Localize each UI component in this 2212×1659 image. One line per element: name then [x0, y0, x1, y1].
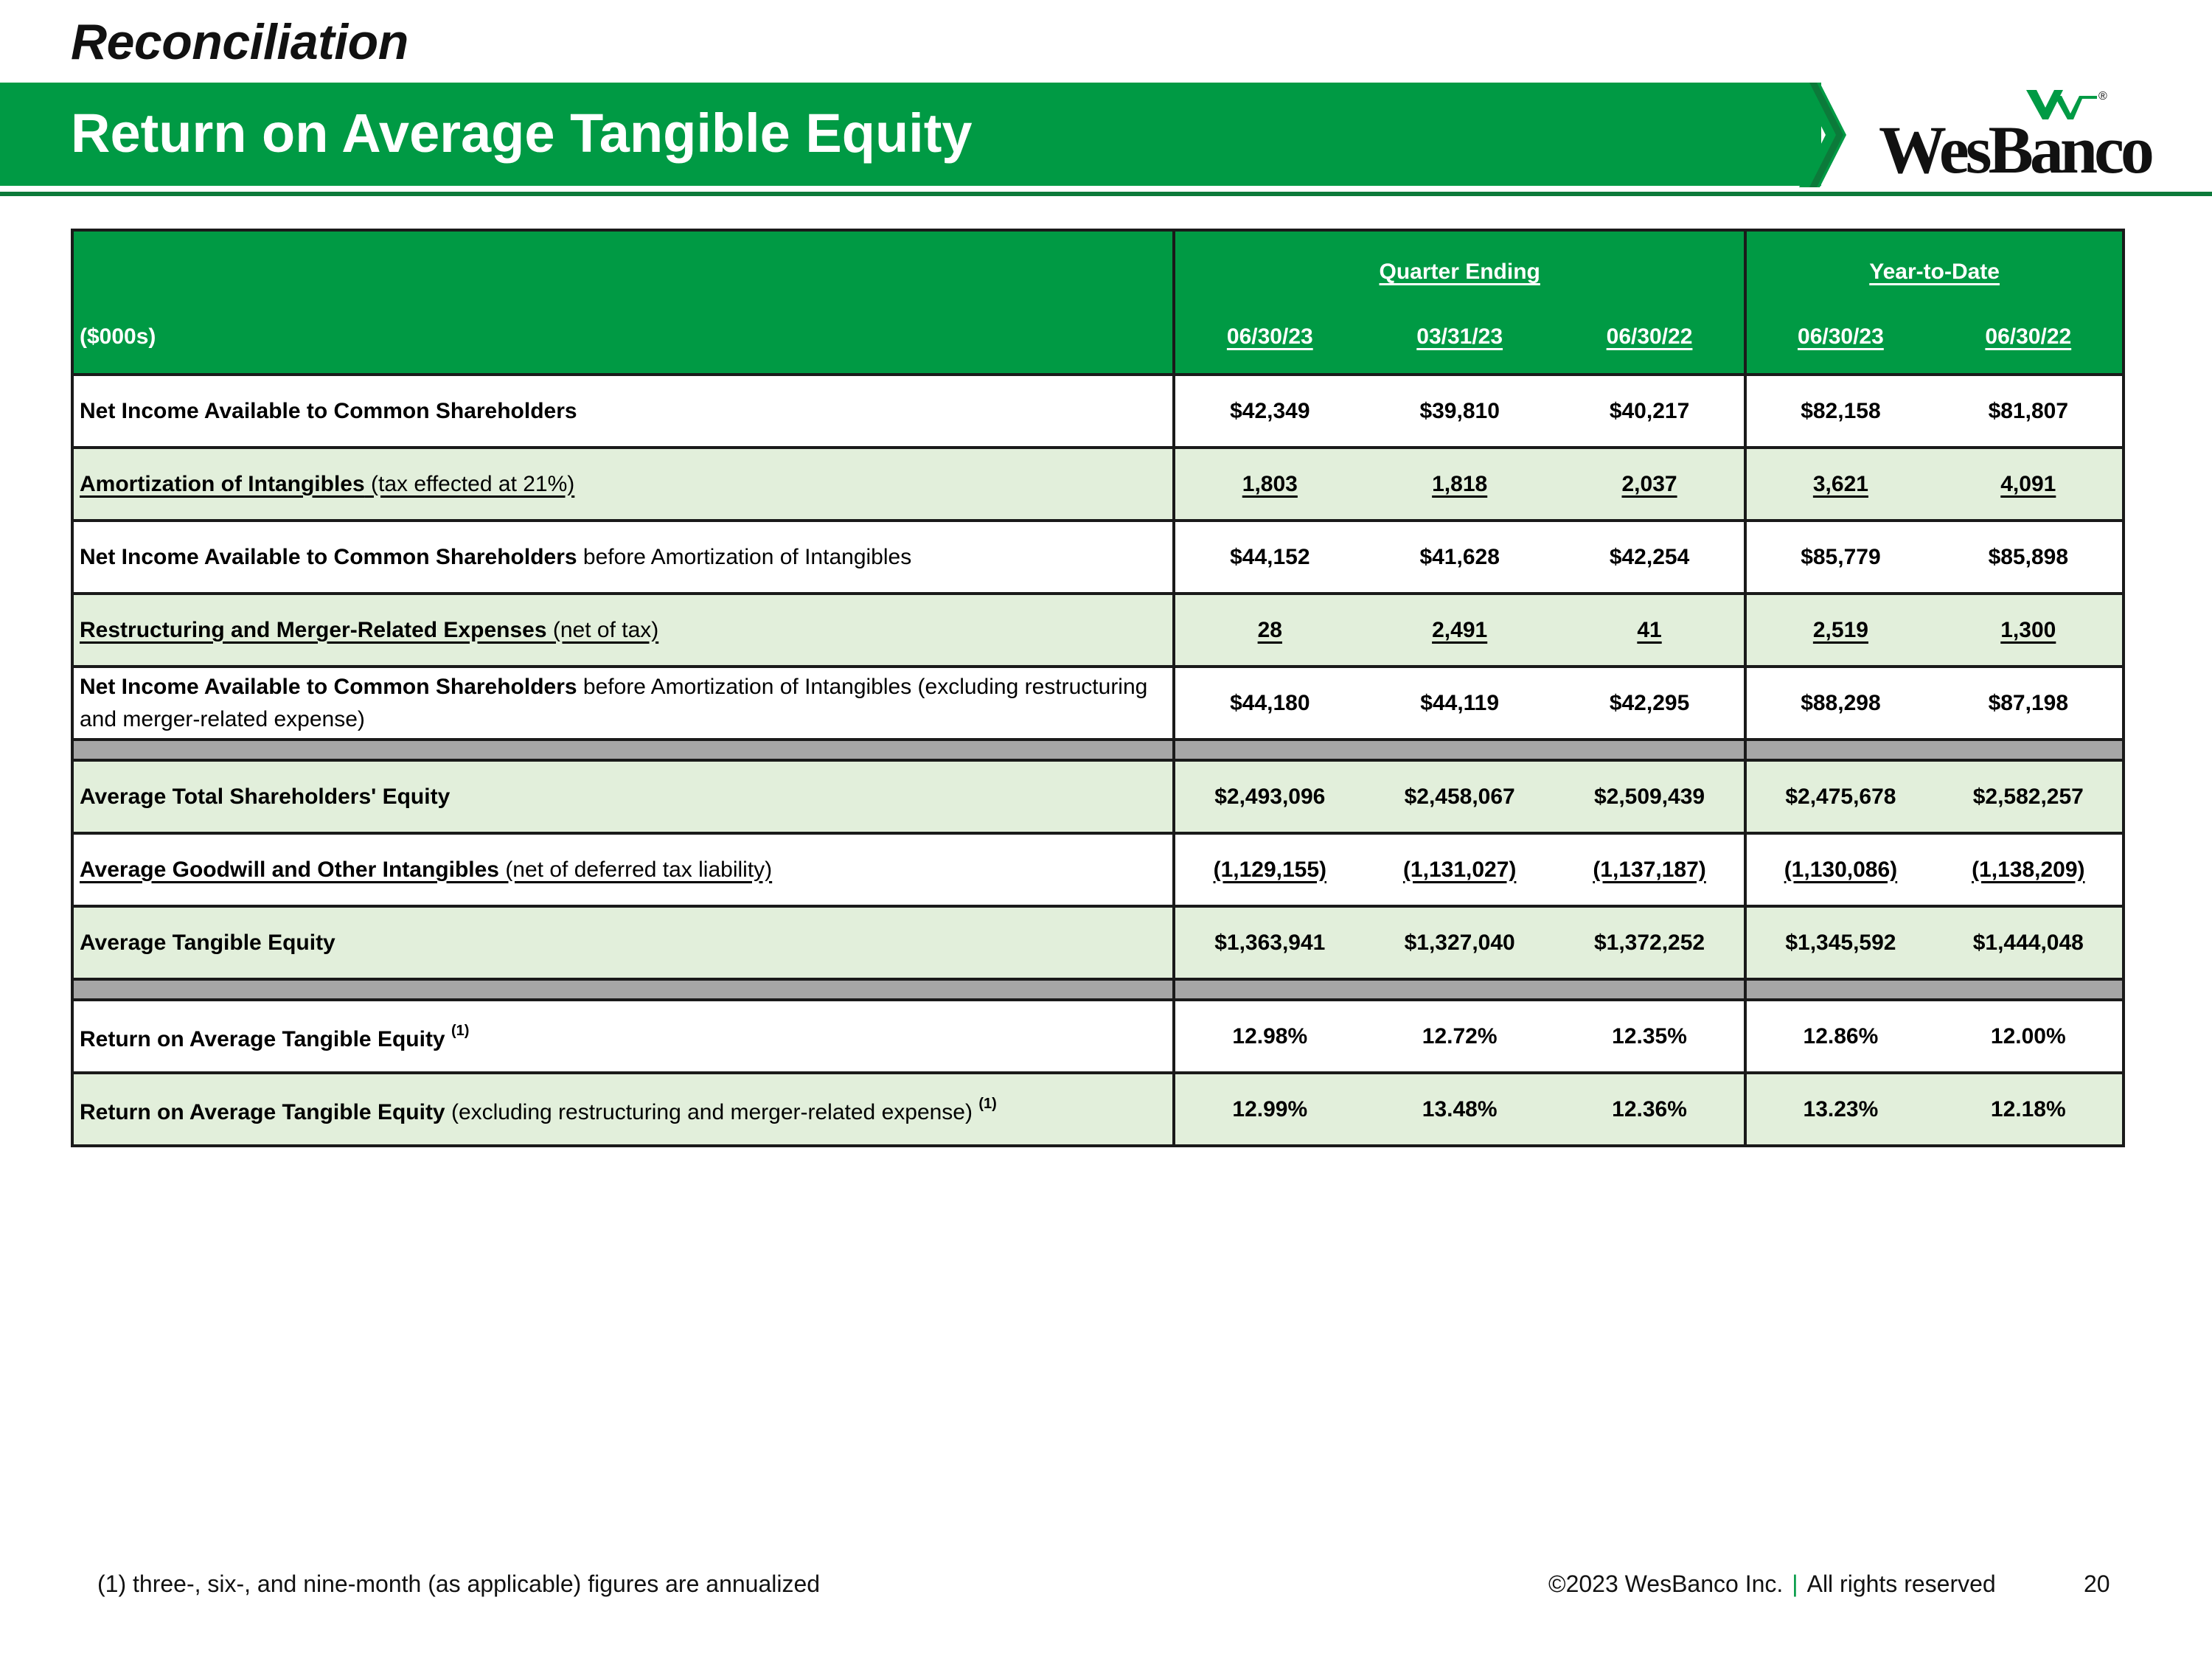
- table-cell: $2,509,439: [1555, 760, 1745, 833]
- table-row: [72, 448, 2124, 521]
- table-cell: $42,349: [1174, 375, 1364, 448]
- table-cell: (1,129,155): [1174, 833, 1364, 906]
- table-cell: $44,119: [1364, 667, 1554, 740]
- table-cell: $41,628: [1364, 521, 1554, 594]
- group-header-ytd: Year-to-Date: [1745, 230, 2124, 301]
- table-cell: 41: [1555, 594, 1745, 667]
- table-cell: 12.00%: [1935, 1000, 2124, 1073]
- chevron-icon: [1799, 80, 1851, 190]
- page-number: 20: [2084, 1571, 2110, 1597]
- table-cell: 13.23%: [1745, 1073, 1934, 1146]
- table-cell: 2,519: [1745, 594, 1934, 667]
- table-group-header: [72, 230, 2124, 301]
- table-cell: 2,037: [1555, 448, 1745, 521]
- group-header-quarter: Quarter Ending: [1174, 230, 1745, 301]
- table-cell: $88,298: [1745, 667, 1934, 740]
- table-cell: $85,779: [1745, 521, 1934, 594]
- row-label: Average Total Shareholders' Equity: [72, 760, 1174, 833]
- row-label: Amortization of Intangibles (tax effected at 21%): [72, 448, 1174, 521]
- column-header: 03/31/23: [1364, 301, 1554, 375]
- table-cell: $1,363,941: [1174, 906, 1364, 979]
- row-label: Net Income Available to Common Shareholders before Amortization of Intangibles (excluding restructuring and merger-related expense): [72, 667, 1174, 740]
- table-cell: $44,152: [1174, 521, 1364, 594]
- table-cell: (1,137,187): [1555, 833, 1745, 906]
- table-cell: (1,130,086): [1745, 833, 1934, 906]
- table-cell: 12.18%: [1935, 1073, 2124, 1146]
- table-cell: (1,138,209): [1935, 833, 2124, 906]
- row-label: Average Tangible Equity: [72, 906, 1174, 979]
- column-header: 06/30/22: [1555, 301, 1745, 375]
- table-cell: $2,582,257: [1935, 760, 2124, 833]
- table-cell: $85,898: [1935, 521, 2124, 594]
- table-cell: $2,475,678: [1745, 760, 1934, 833]
- table-cell: 1,818: [1364, 448, 1554, 521]
- table-row: [72, 1000, 2124, 1073]
- table-cell: $2,493,096: [1174, 760, 1364, 833]
- page-title: Return on Average Tangible Equity: [71, 102, 973, 164]
- wesbanco-logo: WesBanco: [1879, 112, 2151, 187]
- table-row: [72, 521, 2124, 594]
- row-label: Net Income Available to Common Shareholders before Amortization of Intangibles: [72, 521, 1174, 594]
- table-cell: 1,803: [1174, 448, 1364, 521]
- table-cell: $87,198: [1935, 667, 2124, 740]
- table-cell: $1,345,592: [1745, 906, 1934, 979]
- logo-registered-mark: ®: [2098, 90, 2107, 102]
- table-cell: $42,295: [1555, 667, 1745, 740]
- table-row: [72, 667, 2124, 740]
- table-cell: $1,372,252: [1555, 906, 1745, 979]
- table-row: [72, 760, 2124, 833]
- table-cell: $40,217: [1555, 375, 1745, 448]
- table-cell: $1,444,048: [1935, 906, 2124, 979]
- table-row: [72, 906, 2124, 979]
- table-cell: $1,327,040: [1364, 906, 1554, 979]
- row-label: Average Goodwill and Other Intangibles (net of deferred tax liability): [72, 833, 1174, 906]
- table-cell: 3,621: [1745, 448, 1934, 521]
- table-cell: 2,491: [1364, 594, 1554, 667]
- table-cell: 12.99%: [1174, 1073, 1364, 1146]
- table-row: [72, 375, 2124, 448]
- reconciliation-table: [71, 229, 2125, 1147]
- banner-rule: [0, 192, 2212, 196]
- table-row: [72, 833, 2124, 906]
- column-header: 06/30/23: [1174, 301, 1364, 375]
- table-separator: [72, 740, 2124, 760]
- footnote: (1) three-, six-, and nine-month (as applicable) figures are annualized: [97, 1571, 821, 1597]
- table-cell: $39,810: [1364, 375, 1554, 448]
- section-label: Reconciliation: [71, 14, 408, 70]
- table-cell: $81,807: [1935, 375, 2124, 448]
- row-label: Restructuring and Merger-Related Expenses (net of tax): [72, 594, 1174, 667]
- table-cell: (1,131,027): [1364, 833, 1554, 906]
- table-cell: 12.35%: [1555, 1000, 1745, 1073]
- row-label: Net Income Available to Common Shareholders: [72, 375, 1174, 448]
- column-header: 06/30/22: [1935, 301, 2124, 375]
- table-row: [72, 594, 2124, 667]
- table-cell: 12.72%: [1364, 1000, 1554, 1073]
- table-cell: $44,180: [1174, 667, 1364, 740]
- table-cell: 12.86%: [1745, 1000, 1934, 1073]
- table-cell: $2,458,067: [1364, 760, 1554, 833]
- column-header: 06/30/23: [1745, 301, 1934, 375]
- table-cell: $82,158: [1745, 375, 1934, 448]
- table-cell: 28: [1174, 594, 1364, 667]
- units-label: ($000s): [72, 301, 1174, 375]
- table-cell: 12.98%: [1174, 1000, 1364, 1073]
- table-column-header: [72, 301, 2124, 375]
- copyright-notice: ©2023 WesBanco Inc. | All rights reserved: [1548, 1571, 1996, 1597]
- table-cell: 4,091: [1935, 448, 2124, 521]
- row-label: Return on Average Tangible Equity (excluding restructuring and merger-related expense) $^{(1)}$: [72, 1073, 1174, 1146]
- table-cell: 1,300: [1935, 594, 2124, 667]
- table-cell: 13.48%: [1364, 1073, 1554, 1146]
- table-row: [72, 1073, 2124, 1146]
- table-separator: [72, 979, 2124, 1000]
- table-cell: 12.36%: [1555, 1073, 1745, 1146]
- row-label: Return on Average Tangible Equity $^{(1)}$: [72, 1000, 1174, 1073]
- table-cell: $42,254: [1555, 521, 1745, 594]
